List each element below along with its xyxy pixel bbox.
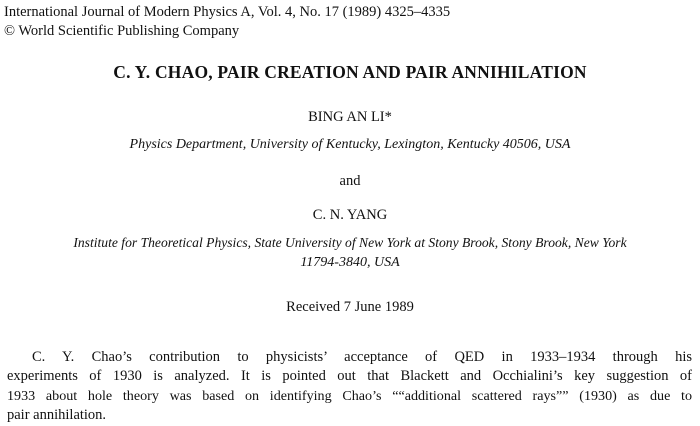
abstract-line: 1933 about hole theory was based on identifying Chao’s ““additional scattered rays”” (1930) as due to [7, 387, 692, 404]
author-affiliation-2-line-1: Institute for Theoretical Physics, State University of New York at Stony Brook, Stony Brook, New York [73, 235, 627, 250]
author-conjunction: and [339, 173, 361, 189]
author-name-1: BING AN LI* [308, 109, 392, 125]
journal-citation: International Journal of Modern Physics A, Vol. 4, No. 17 (1989) 4325–4335 [4, 4, 451, 20]
abstract-line: experiments of 1930 is analyzed. It is pointed out that Blackett and Occhialini’s key suggestion of [7, 368, 692, 385]
author-name-2: C. N. YANG [312, 207, 388, 223]
copyright-line: © World Scientific Publishing Company [4, 23, 240, 39]
author-affiliation-2-line-2: 11794-3840, USA [300, 255, 400, 270]
abstract [7, 348, 692, 425]
abstract-line: C. Y. Chao’s contribution to physicists’ acceptance of QED in 1933–1934 through his [32, 349, 692, 365]
author-affiliation-1: Physics Department, University of Kentucky, Lexington, Kentucky 40506, USA [129, 137, 571, 152]
paper-title: C. Y. CHAO, PAIR CREATION AND PAIR ANNIHILATION [113, 62, 587, 82]
received-date: Received 7 June 1989 [286, 299, 414, 315]
abstract-line: pair annihilation. [7, 406, 107, 423]
